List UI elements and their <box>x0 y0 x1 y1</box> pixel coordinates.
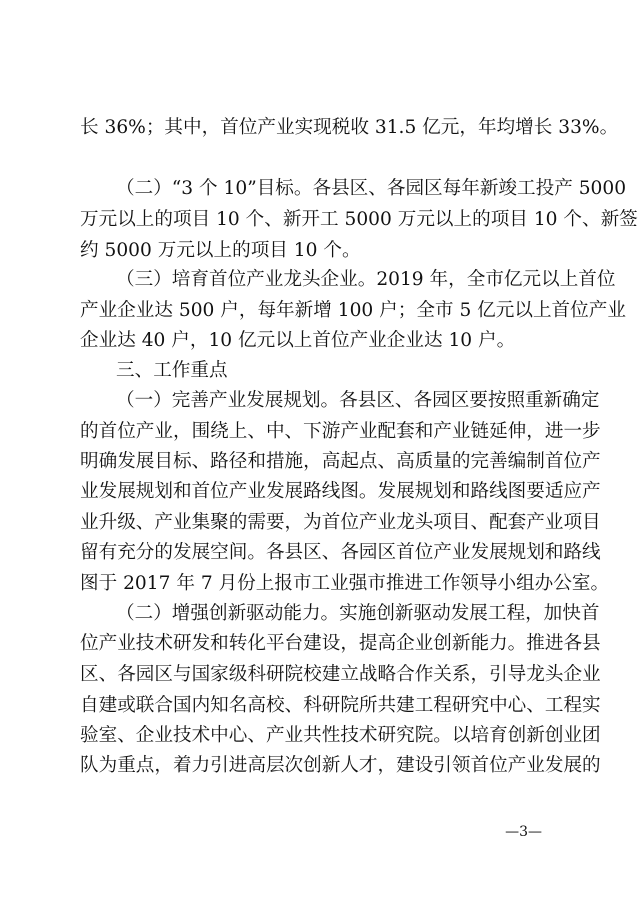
text-line-9: （一）完善产业发展规划。各县区、各园区要按照重新确定 <box>116 390 600 411</box>
text-line-6: 产业企业达 500 户，每年新增 100 户；全市 5 亿元以上首位产业 <box>80 300 626 321</box>
text-line-17: 位产业技术研发和转化平台建设，提高企业创新能力。推进各县 <box>80 633 601 654</box>
text-line-21: 队为重点，着力引进高层次创新人才，建设引领首位产业发展的 <box>80 755 601 776</box>
text-line-1: 长 36%；其中，首位产业实现税收 31.5 亿元，年均增长 33%。 <box>80 117 619 138</box>
text-line-10: 的首位产业，围绕上、中、下游产业配套和产业链延伸，进一步 <box>80 421 601 442</box>
section-heading: 三、工作重点 <box>116 360 228 381</box>
text-line-20: 验室、企业技术中心、产业共性技术研究院。以培育创新创业团 <box>80 725 601 746</box>
text-line-7: 企业达 40 户，10 亿元以上首位产业企业达 10 户。 <box>80 330 516 351</box>
text-line-12: 业发展规划和首位产业发展路线图。发展规划和路线图要适应产 <box>80 481 601 502</box>
text-line-18: 区、各园区与国家级科研院校建立战略合作关系，引导龙头企业 <box>80 664 601 685</box>
text-line-5: （三）培育首位产业龙头企业。2019 年，全市亿元以上首位 <box>116 269 616 290</box>
text-line-3: 万元以上的项目 10 个、新开工 5000 万元以上的项目 10 个、新签 <box>80 209 638 230</box>
text-line-19: 自建或联合国内知名高校、科研院所共建工程研究中心、工程实 <box>80 695 601 716</box>
text-line-13: 业升级、产业集聚的需要，为首位产业龙头项目、配套产业项目 <box>80 512 601 533</box>
text-line-11: 明确发展目标、路径和措施，高起点、高质量的完善编制首位产 <box>80 451 601 472</box>
text-line-15: 图于 2017 年 7 月份上报市工业强市推进工作领导小组办公室。 <box>80 573 610 594</box>
text-line-4: 约 5000 万元以上的项目 10 个。 <box>80 240 361 261</box>
text-line-16: （二）增强创新驱动能力。实施创新驱动发展工程，加快首 <box>116 603 600 624</box>
text-line-14: 留有充分的发展空间。各县区、各园区首位产业发展规划和路线 <box>80 542 601 563</box>
page-number: —3— <box>505 824 542 840</box>
text-line-2: （二）“3 个 10”目标。各县区、各园区每年新竣工投产 5000 <box>116 178 627 199</box>
